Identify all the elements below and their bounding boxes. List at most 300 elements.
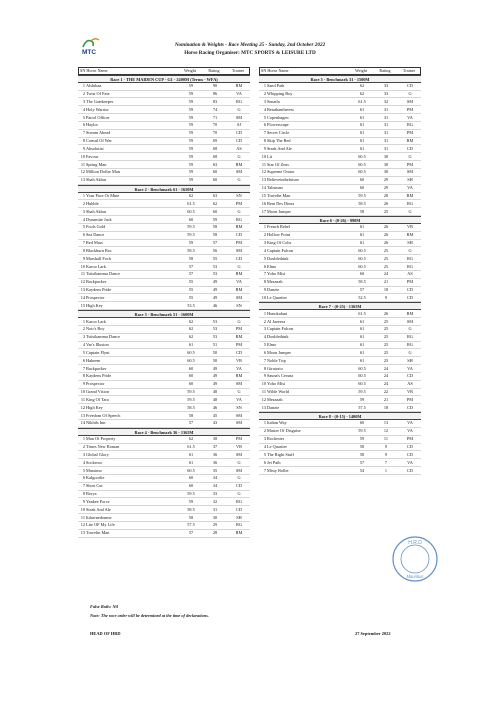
horse-name: Karoo Lark	[86, 318, 106, 324]
horse-trainer: AS	[407, 381, 413, 387]
column-header-weight: Weight	[184, 68, 196, 73]
horse-rating: 25	[383, 318, 389, 324]
horse-trainer: G	[237, 491, 241, 497]
horse-trainer: VR	[407, 224, 413, 230]
horse-trainer: AS	[236, 145, 242, 151]
horse-weight: 61.5	[358, 98, 366, 104]
horse-rating: 31	[383, 106, 389, 112]
column-header-trainer: Trainer	[402, 68, 416, 73]
horse-trainer: G	[408, 247, 412, 253]
horse-weight: 59.5	[358, 428, 366, 434]
horse-weight: 61	[359, 318, 365, 324]
horse-number: 2	[263, 428, 266, 434]
horse-trainer: SH	[236, 514, 242, 520]
horse-trainer: VA	[407, 365, 413, 371]
horse-trainer: CD	[236, 349, 242, 355]
horse-weight: 60	[188, 483, 194, 489]
horse-trainer: SM	[235, 114, 243, 120]
column-header-trainer: Trainer	[231, 68, 245, 73]
horse-number: 13	[261, 177, 266, 183]
horse-trainer: PM	[406, 130, 414, 136]
horse-number: 14	[80, 420, 85, 426]
horse-rating: 68	[212, 145, 218, 151]
horse-number: 1	[263, 224, 266, 230]
horse-weight: 57	[188, 263, 194, 269]
horse-name: Shah Akbar	[86, 177, 107, 183]
notes	[90, 602, 209, 620]
horse-trainer: RM	[406, 193, 414, 198]
horse-trainer: G	[408, 91, 412, 97]
horse-number: 12	[261, 169, 266, 175]
horse-number: 7	[82, 130, 85, 136]
horse-trainer: CD	[236, 506, 242, 512]
horse-weight: 61	[359, 326, 365, 332]
horse-trainer: VA	[236, 396, 242, 402]
horse-trainer: RG	[407, 122, 413, 128]
horse-rating: 37	[212, 444, 218, 449]
race-order-note: Note: The race order will be determined at the time of declarations.	[90, 613, 209, 618]
horse-number: 5	[82, 224, 85, 230]
horse-weight: 59.5	[187, 224, 195, 230]
race-title: Race 1 - THE MAIDEN CUP - G1 - 2400M (Terms - WFA)	[78, 75, 250, 83]
horse-row	[259, 404, 421, 412]
horse-name: Doublethink	[267, 334, 289, 340]
horse-number: 12	[80, 169, 85, 175]
horse-rating: 56	[212, 247, 218, 253]
horse-name: Noir's Boy	[86, 326, 105, 332]
horse-rating: 48	[212, 389, 218, 395]
horse-name: Lit	[267, 153, 273, 159]
horse-trainer: RM	[235, 161, 243, 167]
horse-number: 12	[80, 279, 85, 285]
horse-trainer: SM	[406, 169, 414, 175]
horse-weight: 59	[188, 145, 194, 151]
horse-weight: 58.5	[187, 404, 195, 410]
horse-row	[78, 530, 250, 538]
horse-rating: 25	[383, 208, 389, 214]
horse-number: 11	[261, 161, 266, 167]
horse-number: 3	[263, 240, 266, 246]
horse-trainer: RM	[235, 373, 243, 379]
horse-number: 4	[82, 216, 85, 222]
horse-name: Steak And Ale	[267, 145, 292, 151]
horse-trainer: PM	[235, 240, 243, 246]
horse-trainer: CD	[236, 255, 242, 261]
horse-number: 9	[263, 373, 266, 379]
horse-name: Italian Way	[267, 420, 287, 426]
horse-weight: 60	[188, 475, 194, 481]
horse-weight: 61	[188, 342, 194, 348]
horse-rating: 59	[212, 216, 218, 222]
horse-rating: 12	[383, 428, 389, 434]
horse-rating: 53	[212, 263, 218, 269]
horse-trainer: PM	[406, 106, 414, 112]
horse-number: 2	[263, 318, 266, 324]
horse-name: Le Quartier	[267, 444, 287, 449]
horse-trainer: CD	[407, 83, 413, 89]
horse-trainer: VA	[236, 279, 242, 285]
horse-weight: 59	[359, 436, 365, 442]
horse-rating: 49	[212, 365, 218, 371]
horse-rating: 34	[212, 475, 218, 481]
horse-rating: 74	[212, 106, 218, 112]
horse-name: Yoho Mist	[267, 271, 286, 277]
horse-rating: 53	[212, 326, 218, 332]
horse-trainer: PM	[235, 200, 243, 206]
horse-name: Tsitsikamma Dance	[86, 334, 120, 340]
horse-name: Kaydens Pride	[86, 373, 112, 379]
horse-number: 14	[80, 294, 85, 300]
horse-weight: 59	[188, 498, 194, 504]
horse-number: 11	[80, 514, 85, 520]
horse-rating: 9	[384, 444, 388, 449]
horse-number: 12	[80, 522, 85, 528]
horse-weight: 59	[188, 106, 194, 112]
horse-number: 8	[82, 491, 85, 497]
horse-rating: 31	[383, 114, 389, 120]
hrd-stamp	[391, 535, 439, 583]
horse-weight: 53.5	[187, 302, 195, 308]
horse-weight: 58.5	[358, 200, 366, 206]
page-subtitle: Horse Racing Organiser: MTC SPORTS & LEISURE LTD	[184, 50, 316, 56]
horse-rating: 18	[383, 287, 389, 293]
horse-name: King Of Tara	[86, 396, 109, 402]
horse-rating: 33	[383, 91, 389, 97]
horse-weight: 61.5	[358, 310, 366, 316]
race-title: Race 5 - Benchmark 31 - 1500M	[259, 75, 421, 83]
horse-name: Holy Warrior	[86, 106, 109, 112]
horse-name: Yankee Force	[86, 498, 110, 504]
horse-weight: 57.5	[358, 404, 366, 410]
horse-name: Danzie	[267, 287, 280, 293]
horse-rating: 24	[383, 271, 389, 277]
horse-number: 5	[263, 451, 266, 457]
horse-weight: 58	[188, 412, 194, 418]
horse-weight: 60.5	[187, 467, 195, 473]
horse-weight: 60.5	[358, 365, 366, 371]
horse-name: Haylor	[86, 122, 98, 128]
horse-weight: 61.5	[187, 444, 195, 449]
horse-name: Times New Roman	[86, 444, 120, 449]
horse-name: Flowerscape	[267, 122, 289, 128]
horse-name: Man Of Property	[86, 436, 116, 442]
horse-rating: 25	[383, 255, 389, 261]
horse-trainer: SM	[406, 318, 414, 324]
horse-trainer: SH	[407, 240, 413, 246]
horse-row	[78, 420, 250, 428]
horse-rating: 46	[212, 404, 218, 410]
horse-trainer: G	[237, 263, 241, 269]
horse-name: Freedom Of Speech	[86, 412, 121, 418]
horse-rating: 18	[383, 404, 389, 410]
horse-weight: 61	[359, 240, 365, 246]
horse-row	[259, 467, 421, 475]
horse-name: Misty Roller	[267, 467, 289, 473]
horse-trainer: G	[237, 177, 241, 183]
horse-weight: 61	[359, 106, 365, 112]
horse-rating: 71	[212, 114, 218, 120]
horse-number: 10	[261, 153, 266, 159]
horse-trainer: SM	[235, 169, 243, 175]
horse-weight: 59.5	[187, 389, 195, 395]
page-title: Nomination & Weights - Race Meeting 25 - Sunday, 2nd October 2022	[174, 42, 326, 48]
horse-row	[78, 177, 250, 185]
horse-rating: 29	[212, 522, 218, 528]
horse-name: The Gatekeeper	[86, 98, 114, 104]
horse-trainer: SH	[407, 177, 413, 183]
race-title: Race 8 - (0-15) - 1400M	[259, 412, 421, 420]
right-nomination-table	[259, 67, 421, 475]
horse-rating: 34	[212, 483, 218, 489]
horse-rating: 30	[383, 161, 389, 167]
horse-trainer: CD	[407, 451, 413, 457]
horse-number: 8	[263, 279, 266, 285]
horse-weight: 62	[359, 91, 365, 97]
horse-rating: 38	[212, 436, 218, 442]
horse-name: Talisman	[267, 185, 283, 191]
horse-name: Tsitsikamma Dance	[86, 271, 120, 277]
horse-number: 5	[82, 467, 85, 473]
horse-weight: 62	[188, 326, 194, 332]
horse-number: 13	[80, 530, 85, 536]
race-title: Race 2 - Benchmark 61 - 1650M	[78, 185, 250, 193]
horse-rating: 43	[212, 420, 218, 426]
horse-trainer: CD	[407, 287, 413, 293]
horse-trainer: CD	[236, 130, 242, 136]
horse-trainer: CD	[407, 294, 413, 300]
horse-weight: 60.5	[358, 169, 366, 175]
horse-weight: 61	[359, 342, 365, 348]
horse-rating: 9	[384, 451, 388, 457]
horse-number: 7	[263, 357, 266, 363]
horse-name: Travelin Man	[267, 193, 291, 198]
horse-name: Consul Of War	[86, 138, 112, 144]
horse-number: 1	[263, 420, 266, 426]
horse-weight: 61	[188, 451, 194, 457]
horse-rating: 33	[383, 83, 389, 89]
horse-weight: 62	[188, 318, 194, 324]
horse-number: 9	[263, 287, 266, 293]
column-header-rating: Rating	[208, 68, 220, 73]
horse-rating: 26	[383, 200, 389, 206]
svg-text:MTC: MTC	[82, 49, 97, 56]
horse-rating: 62	[212, 200, 218, 206]
horse-name: Elmo	[267, 342, 277, 348]
svg-text:Mauritius: Mauritius	[406, 574, 424, 579]
horse-trainer: SM	[235, 381, 243, 387]
horse-name: Beni Des Dieux	[267, 200, 295, 206]
horse-name: Hakeem	[86, 357, 101, 363]
horse-name: Supreme Orator	[267, 169, 295, 175]
horse-number: 1	[82, 83, 85, 89]
horse-name: Dynamite Jack	[86, 216, 112, 222]
horse-weight: 60.5	[358, 381, 366, 387]
horse-row	[259, 294, 421, 302]
horse-rating: 53	[212, 318, 218, 324]
horse-number: 10	[80, 389, 85, 395]
horse-rating: 26	[383, 310, 389, 316]
horse-rating: 24	[383, 381, 389, 387]
horse-rating: 69	[212, 138, 218, 144]
horse-weight: 59	[188, 153, 194, 159]
horse-rating: 68	[212, 153, 218, 159]
horse-name: Grand Vision	[86, 389, 109, 395]
horse-number: 11	[80, 161, 85, 167]
horse-rating: 25	[383, 326, 389, 332]
horse-rating: 46	[212, 302, 218, 308]
horse-weight: 60.5	[358, 263, 366, 269]
horse-number: 2	[82, 444, 85, 449]
horse-weight: 58.5	[358, 279, 366, 285]
horse-weight: 61	[359, 357, 365, 363]
horse-name: Mezazah	[267, 396, 283, 402]
column-header-rating: Rating	[379, 68, 391, 73]
horse-rating: 90	[212, 83, 218, 89]
column-header-row	[259, 67, 421, 75]
horse-weight: 58	[188, 514, 194, 520]
horse-name: Captain Falcon	[267, 247, 294, 253]
horse-weight: 61	[359, 232, 365, 238]
horse-number: 6	[82, 232, 85, 238]
horse-trainer: G	[237, 389, 241, 395]
horse-rating: 26	[383, 240, 389, 246]
horse-weight: 58	[359, 444, 365, 449]
horse-name: Backpacker	[86, 365, 107, 371]
horse-trainer: VA	[407, 420, 413, 426]
left-nomination-table	[78, 67, 250, 538]
horse-row	[259, 208, 421, 216]
race-title: Race 3 - Benchmark 51 - 1600M	[78, 310, 250, 318]
horse-trainer: CD	[407, 404, 413, 410]
horse-weight: 60.5	[187, 208, 195, 214]
horse-number: 7	[263, 467, 266, 473]
horse-rating: 50	[212, 357, 218, 363]
horse-trainer: SM	[235, 247, 243, 253]
horse-rating: 49	[212, 279, 218, 285]
column-header-row	[78, 67, 250, 75]
horse-number: 8	[263, 365, 266, 371]
horse-trainer: RM	[235, 271, 243, 277]
horse-number: 17	[261, 208, 266, 214]
horse-trainer: SN	[236, 302, 242, 308]
horse-rating: 60	[212, 208, 218, 214]
horse-trainer: SH	[407, 357, 413, 363]
horse-weight: 57	[359, 287, 365, 293]
horse-weight: 61	[359, 224, 365, 230]
horse-name: Betathantherest	[267, 106, 294, 112]
horse-trainer: RG	[407, 255, 413, 261]
horse-rating: 26	[383, 224, 389, 230]
horse-rating: 35	[212, 467, 218, 473]
horse-name: Doublethink	[267, 255, 289, 261]
horse-number: 13	[80, 177, 85, 183]
horse-trainer: G	[408, 153, 412, 159]
horse-weight: 61	[188, 459, 194, 465]
horse-trainer: SM	[235, 467, 243, 473]
horse-name: Skip The Red	[267, 138, 291, 144]
horse-rating: 9	[384, 294, 388, 300]
horse-weight: 58	[188, 255, 194, 261]
horse-name: Marshall Foch	[86, 255, 111, 261]
horse-weight: 59.5	[187, 396, 195, 402]
horse-weight: 59	[188, 98, 194, 104]
horse-weight: 61	[359, 130, 365, 136]
horse-number: 7	[82, 365, 85, 371]
horse-rating: 70	[212, 130, 218, 136]
horse-name: The Right Stuff	[267, 451, 294, 457]
horse-rating: 33	[212, 491, 218, 497]
horse-name: Absolutist	[86, 145, 104, 151]
horse-trainer: RG	[236, 498, 242, 504]
horse-weight: 59.5	[187, 232, 195, 238]
horse-weight: 60.5	[358, 247, 366, 253]
horse-name: High Key	[86, 404, 103, 410]
horse-weight: 57.5	[187, 522, 195, 528]
horse-number: 15	[80, 302, 85, 308]
horse-number: 8	[82, 138, 85, 144]
horse-rating: 53	[212, 334, 218, 340]
horse-name: Kalgoorlie	[86, 475, 105, 481]
horse-name: Mezazah	[267, 279, 283, 285]
horse-number: 13	[80, 412, 85, 418]
horse-number: 6	[82, 475, 85, 481]
horse-trainer: SJ	[236, 122, 242, 128]
horse-rating: 57	[212, 240, 218, 246]
horse-rating: 1	[384, 467, 388, 473]
horse-number: 4	[263, 247, 266, 253]
horse-name: King Of Colts	[267, 240, 292, 246]
horse-trainer: CD	[407, 467, 413, 473]
horse-rating: 25	[383, 247, 389, 253]
horse-trainer: SN	[236, 404, 242, 410]
horse-weight: 61	[359, 122, 365, 128]
horse-weight: 59	[188, 169, 194, 175]
horse-rating: 45	[212, 412, 218, 418]
horse-rating: 31	[383, 130, 389, 136]
horse-rating: 55	[212, 255, 218, 261]
horse-rating: 30	[383, 153, 389, 159]
horse-trainer: RG	[407, 263, 413, 269]
horse-rating: 49	[212, 373, 218, 379]
horse-weight: 57	[188, 271, 194, 277]
false-rails-note: False Rails: Nil	[90, 604, 118, 609]
horse-rating: 25	[383, 342, 389, 348]
horse-number: 3	[82, 98, 85, 104]
horse-name: Twist Of Fate	[86, 91, 110, 97]
horse-name: Lite OF My Life	[86, 522, 115, 528]
horse-trainer: PM	[406, 279, 414, 285]
horse-number: 11	[80, 271, 85, 277]
horse-rating: 36	[212, 451, 218, 457]
horse-weight: 55	[188, 287, 194, 293]
horse-trainer: PM	[235, 342, 243, 348]
horse-weight: 57	[188, 530, 194, 536]
horse-number: 5	[82, 114, 85, 120]
horse-number: 6	[263, 122, 266, 128]
horse-number: 15	[261, 193, 266, 198]
horse-rating: 50	[212, 349, 218, 355]
horse-number: 4	[82, 459, 85, 465]
horse-number: 1	[263, 83, 266, 89]
horse-number: 5	[82, 349, 85, 355]
horse-trainer: VR	[236, 357, 242, 363]
horse-name: Shah Akbar	[86, 208, 107, 214]
horse-trainer: G	[237, 459, 241, 465]
horse-number: 8	[82, 247, 85, 253]
horse-name: Sauna's Cessna	[267, 373, 294, 379]
horse-number: 9	[82, 381, 85, 387]
horse-trainer: RG	[236, 98, 242, 104]
